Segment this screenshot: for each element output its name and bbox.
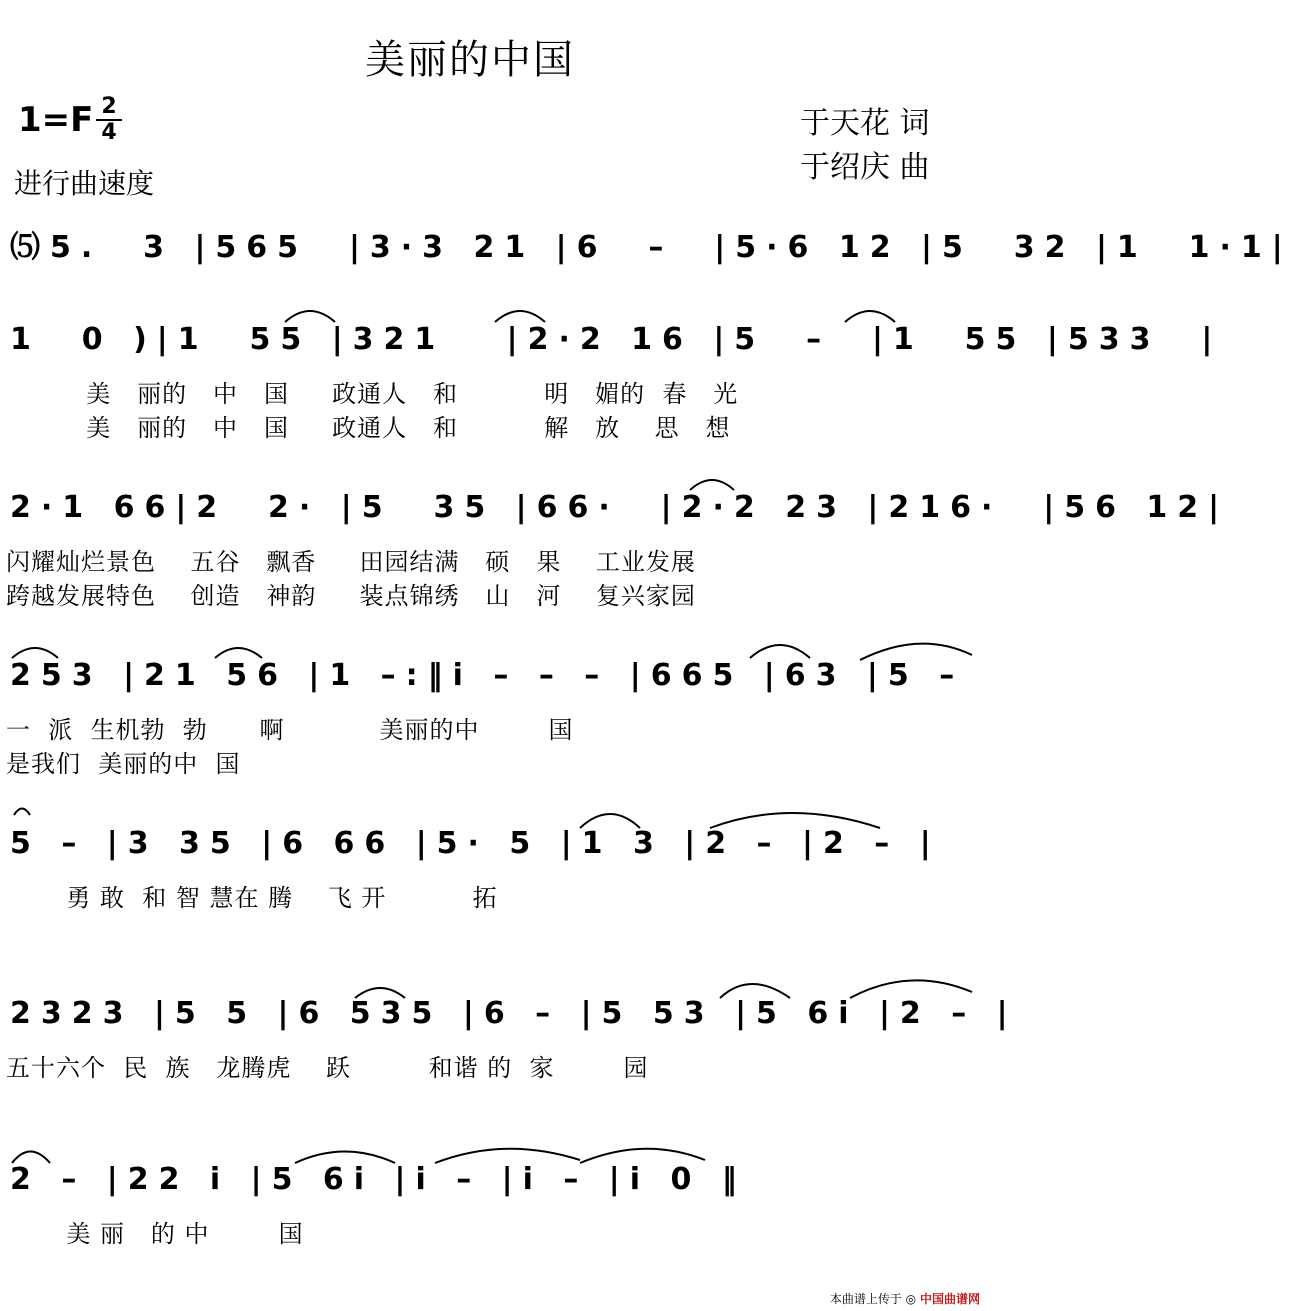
slur-mark [580, 1149, 705, 1163]
slur-mark [690, 480, 734, 490]
notation-line: 2·1 66|2 2· |5 35 |66· |2·2 23 |216· |56 12| [10, 490, 1230, 525]
key-signature: 1=F [18, 100, 94, 140]
song-title: 美丽的中国 [365, 37, 575, 83]
notation-line: 253 |21 56 |1 –:‖i – – – |665 |63 |5 – [10, 658, 965, 693]
slur-mark [12, 648, 58, 658]
lyricist-credit: 于天花 词 [800, 106, 930, 141]
meter-bottom: 4 [101, 120, 117, 145]
meter-top: 2 [101, 94, 117, 119]
notation-line: 2323 |5 5 |6 535 |6 – |5 53 |5 6i |2 – | [10, 996, 1018, 1031]
notation-line: ⑸5. 3 |565 |3·3 21 |6 – |5·6 12 |5 32 |1 1·1| [10, 230, 1293, 265]
lyrics-verse-1: 勇 敢 和 智 慧在 腾 飞 开 拓 [6, 884, 498, 912]
lyrics-verse-1: 美 丽 的 中 国 [6, 1220, 304, 1248]
site-logo-icon: ◎ [905, 1292, 917, 1306]
slur-mark [750, 645, 810, 658]
slur-mark [435, 1149, 580, 1163]
composer-credit: 于绍庆 曲 [800, 150, 930, 185]
lyrics-verse-1: 五十六个 民 族 龙腾虎 跃 和谐 的 家 园 [6, 1054, 649, 1082]
slur-mark [285, 311, 335, 322]
lyrics-verse-1: 美 丽的 中 国 政通人 和 明 媚的 春 光 [0, 380, 739, 408]
lyrics-verse-1: 闪耀灿烂景色 五谷 飘香 田园结满 硕 果 工业发展 [6, 548, 696, 576]
notation-line: 2 – |22 i |5 6i |i – |i – |i 0 ‖ [10, 1162, 747, 1197]
slur-mark [215, 648, 262, 658]
slur-mark [495, 311, 545, 322]
footer-site-name[interactable]: 中国曲谱网 [919, 1292, 980, 1306]
lyrics-verse-2: 美 丽的 中 国 政通人 和 解 放 思 想 [0, 414, 731, 442]
time-signature [96, 96, 122, 144]
lyrics-verse-1: 一 派 生机勃 勃 啊 美丽的中 国 [6, 716, 574, 744]
notation-line: 5 – |3 35 |6 66 |5· 5 |1 3 |2 – |2 – | [10, 826, 941, 861]
notation-line: 1 0 )|1 55 |321 |2·2 16 |5 – |1 55 |533 | [10, 322, 1223, 357]
footer-credit [830, 1290, 980, 1307]
lyrics-verse-2: 跨越发展特色 创造 神韵 装点锦绣 山 河 复兴家园 [6, 582, 696, 610]
fermata-mark [14, 809, 30, 816]
footer-upload-text: 本曲谱上传于 [829, 1292, 902, 1306]
tempo-marking: 进行曲速度 [14, 167, 155, 200]
slur-mark [845, 311, 895, 322]
lyrics-verse-2: 是我们 美丽的中 国 [6, 750, 241, 778]
